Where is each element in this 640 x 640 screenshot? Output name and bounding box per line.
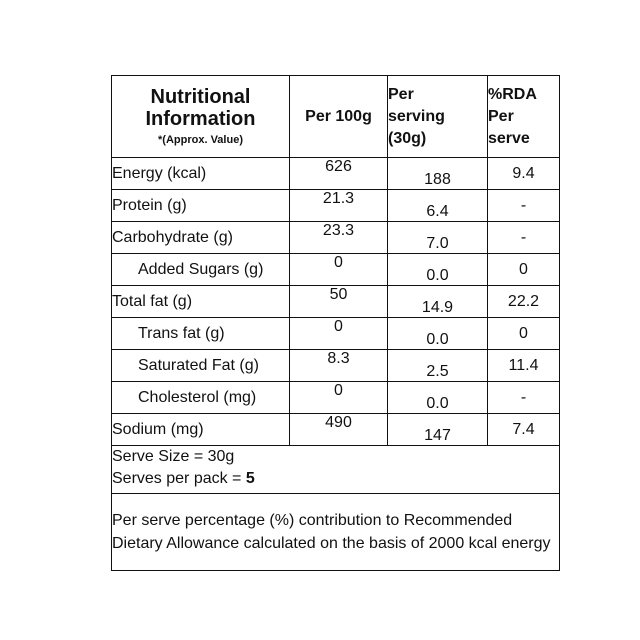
row-label: Carbohydrate (g)	[112, 222, 290, 254]
col-header-per-100g: Per 100g	[290, 76, 388, 158]
row-label: Sodium (mg)	[112, 414, 290, 446]
rda-footnote: Per serve percentage (%) contribution to Recommended Dietary Allowance calculated on the basis of 2000 kcal energy	[112, 494, 560, 571]
rda-value: 0	[488, 318, 560, 350]
table-row-trans-fat	[112, 318, 560, 350]
per-serving-value: 2.5	[388, 350, 488, 382]
row-label: Trans fat (g)	[112, 318, 290, 350]
per-100g-value: 626	[290, 158, 388, 190]
rda-line-1: %RDA	[488, 85, 537, 103]
approx-value-note: *(Approx. Value)	[158, 133, 243, 146]
per-serving-value: 0.0	[388, 318, 488, 350]
col-header-rda	[488, 76, 560, 158]
per-serving-value: 0.0	[388, 382, 488, 414]
rda-value: 22.2	[488, 286, 560, 318]
table-row-total-fat	[112, 286, 560, 318]
row-label: Added Sugars (g)	[112, 254, 290, 286]
rda-value: 7.4	[488, 414, 560, 446]
row-label: Energy (kcal)	[112, 158, 290, 190]
per-100g-value: 0	[290, 318, 388, 350]
rda-value: -	[488, 222, 560, 254]
table-row-saturated-fat	[112, 350, 560, 382]
rda-line-2: Per	[488, 107, 514, 125]
rda-value: -	[488, 190, 560, 222]
per-serving-value: 6.4	[388, 190, 488, 222]
per-100g-value: 0	[290, 382, 388, 414]
table-row-sodium	[112, 414, 560, 446]
title-line-2: Information	[145, 107, 256, 130]
serves-per-pack-label: Serves per pack =	[112, 470, 246, 487]
nutrition-table	[111, 75, 560, 571]
rda-value: 0	[488, 254, 560, 286]
rda-value: -	[488, 382, 560, 414]
row-label: Saturated Fat (g)	[112, 350, 290, 382]
rda-value: 9.4	[488, 158, 560, 190]
rda-line-3: serve	[488, 129, 530, 147]
per-serving-line-1: Per	[388, 85, 414, 103]
serving-info	[112, 446, 560, 494]
table-row-carbohydrate	[112, 222, 560, 254]
per-100g-value: 490	[290, 414, 388, 446]
serves-per-pack-value: 5	[245, 470, 255, 487]
table-row-protein	[112, 190, 560, 222]
serving-info-row	[112, 446, 560, 494]
table-row-added-sugars	[112, 254, 560, 286]
per-serving-value: 7.0	[388, 222, 488, 254]
per-serving-value: 0.0	[388, 254, 488, 286]
table-title	[112, 76, 290, 158]
header-row	[112, 76, 560, 158]
serve-size: Serve Size = 30g	[112, 448, 235, 465]
table-row-energy	[112, 158, 560, 190]
per-serving-value: 188	[388, 158, 488, 190]
per-serving-line-2: serving	[388, 107, 445, 125]
per-serving-line-3: (30g)	[388, 129, 427, 147]
per-100g-value: 0	[290, 254, 388, 286]
table-row-cholesterol	[112, 382, 560, 414]
per-100g-value: 50	[290, 286, 388, 318]
per-100g-value: 21.3	[290, 190, 388, 222]
row-label: Total fat (g)	[112, 286, 290, 318]
col-header-per-serving	[388, 76, 488, 158]
title-line-1: Nutritional	[150, 85, 251, 108]
row-label: Protein (g)	[112, 190, 290, 222]
per-serving-value: 14.9	[388, 286, 488, 318]
row-label: Cholesterol (mg)	[112, 382, 290, 414]
per-100g-value: 8.3	[290, 350, 388, 382]
footnote-row	[112, 494, 560, 571]
per-serving-value: 147	[388, 414, 488, 446]
per-100g-value: 23.3	[290, 222, 388, 254]
rda-value: 11.4	[488, 350, 560, 382]
